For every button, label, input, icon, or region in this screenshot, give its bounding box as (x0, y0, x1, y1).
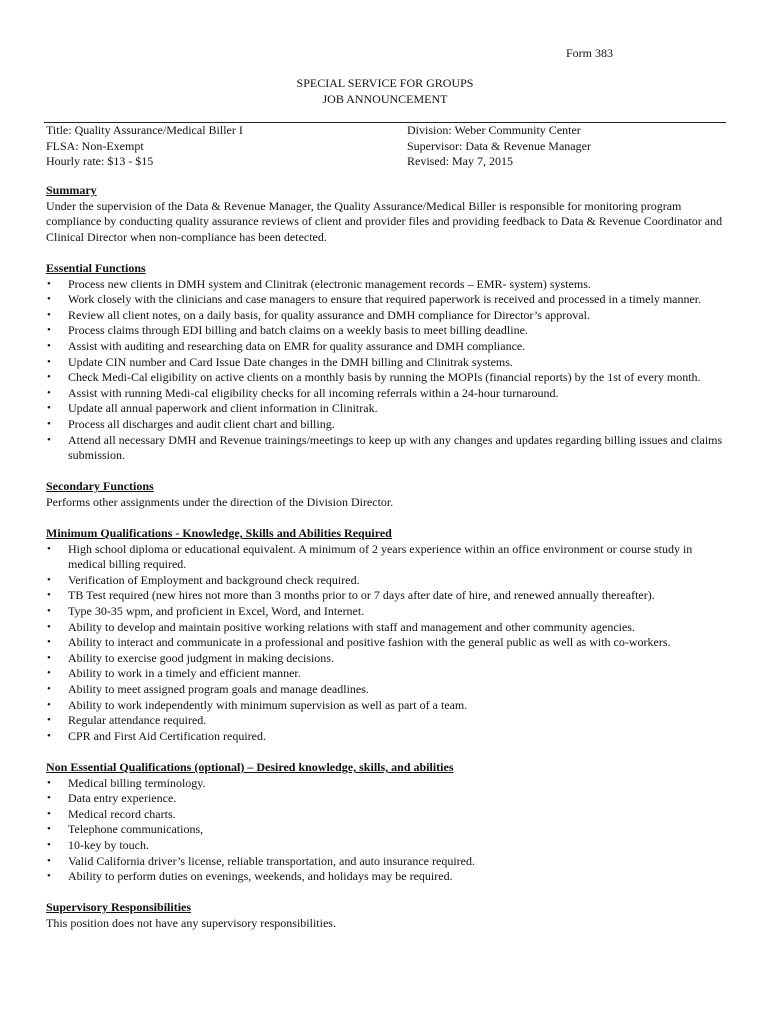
section-spacer (46, 464, 726, 480)
bullet-icon: • (47, 807, 51, 820)
list-item (46, 729, 726, 745)
non-essential-qualifications-list (46, 776, 726, 885)
bullet-icon: • (47, 854, 51, 867)
bullet-icon: • (47, 729, 51, 742)
list-item (46, 698, 726, 714)
list-item (46, 355, 726, 371)
bullet-icon: • (47, 838, 51, 851)
supervisory-responsibilities-section (46, 900, 726, 931)
job-info-left (46, 123, 243, 170)
flsa-status: FLSA: Non-Exempt (46, 138, 144, 153)
list-item-text: Ability to perform duties on evenings, weekends, and holidays may be required. (68, 869, 453, 884)
bullet-icon: • (47, 620, 51, 633)
list-item (46, 542, 726, 573)
list-item-text: Process new clients in DMH system and Clinitrak (electronic management records – EMR- system) systems. (68, 276, 591, 291)
list-item (46, 807, 726, 823)
list-item-text: Valid California driver’s license, reliable transportation, and auto insurance required. (68, 853, 475, 868)
minimum-qualifications-title: Minimum Qualifications - Knowledge, Skills and Abilities Required (46, 526, 392, 541)
section-spacer (46, 744, 726, 760)
essential-functions-list (46, 277, 726, 464)
list-item-text: Telephone communications, (68, 822, 204, 837)
list-item-text: Work closely with the clinicians and case managers to ensure that required paperwork is received and processed in a timely manner. (68, 292, 702, 307)
division: Division: Weber Community Center (407, 123, 581, 137)
list-item-text: Ability to exercise good judgment in making decisions. (68, 650, 334, 665)
list-item-text: Ability to interact and communicate in a professional and positive fashion with the general public as well as with co-workers. (68, 635, 671, 650)
section-spacer (46, 245, 726, 261)
hourly-rate: Hourly rate: $13 - $15 (46, 154, 154, 169)
list-item-text: Medical record charts. (68, 806, 176, 821)
list-item-text: Update all annual paperwork and client information in Clinitrak. (68, 401, 378, 416)
section-spacer (46, 510, 726, 526)
bullet-icon: • (47, 667, 51, 680)
bullet-icon: • (47, 683, 51, 695)
job-info-right (407, 123, 591, 170)
list-item (46, 386, 726, 402)
list-item (46, 651, 726, 667)
essential-functions-title: Essential Functions (46, 260, 146, 275)
list-item (46, 323, 726, 339)
minimum-qualifications-section (46, 526, 726, 744)
list-item-text: Ability to work in a timely and efficient manner. (68, 666, 301, 681)
bullet-icon: • (47, 573, 51, 586)
list-item (46, 682, 726, 698)
list-item-text: Regular attendance required. (68, 713, 207, 728)
list-item-text: CPR and First Aid Certification required. (68, 728, 266, 743)
bullet-icon: • (47, 792, 51, 805)
list-item (46, 620, 726, 636)
bullet-icon: • (47, 433, 51, 446)
list-item (46, 604, 726, 620)
list-item (46, 822, 726, 838)
list-item-text: Ability to work independently with minimum supervision as well as part of a team. (68, 697, 468, 712)
non-essential-qualifications-title: Non Essential Qualifications (optional) – Desired knowledge, skills, and abilities (46, 759, 454, 774)
list-item-text: Data entry experience. (68, 791, 177, 806)
secondary-functions-text: Performs other assignments under the direction of the Division Director. (46, 494, 394, 509)
announcement-body (46, 183, 726, 932)
bullet-icon: • (47, 651, 51, 664)
bullet-icon: • (47, 870, 51, 883)
list-item (46, 433, 726, 464)
list-item (46, 370, 726, 386)
list-item (46, 776, 726, 792)
list-item-text: High school diploma or educational equivalent. A minimum of 2 years experience within an office environment or course study in medical billing required. (68, 541, 693, 572)
list-item (46, 292, 726, 308)
bullet-icon: • (47, 417, 51, 430)
summary-section (46, 183, 726, 245)
bullet-icon: • (47, 589, 51, 602)
bullet-icon: • (47, 605, 51, 618)
list-item-text: Update CIN number and Card Issue Date changes in the DMH billing and Clinitrak systems. (68, 354, 513, 369)
list-item-text: Attend all necessary DMH and Revenue trainings/meetings to keep up with any changes and updates regarding billing issues and claims submission. (68, 432, 723, 463)
list-item (46, 339, 726, 355)
job-title: Title: Quality Assurance/Medical Biller I (46, 123, 243, 137)
minimum-qualifications-list (46, 542, 726, 745)
list-item (46, 588, 726, 604)
essential-functions-section (46, 261, 726, 464)
list-item-text: Review all client notes, on a daily basis, for quality assurance and DMH compliance for Director’s approval. (68, 307, 590, 322)
bullet-icon: • (47, 324, 51, 337)
list-item (46, 417, 726, 433)
list-item (46, 869, 726, 885)
summary-title: Summary (46, 183, 97, 197)
list-item-text: 10-key by touch. (68, 837, 149, 852)
bullet-icon: • (47, 698, 51, 711)
bullet-icon: • (47, 823, 51, 836)
list-item (46, 854, 726, 870)
secondary-functions-section (46, 479, 726, 510)
list-item (46, 308, 726, 324)
list-item (46, 666, 726, 682)
form-number: Form 383 (566, 46, 614, 60)
list-item (46, 277, 726, 293)
bullet-icon: • (47, 339, 51, 352)
list-item-text: Process all discharges and audit client chart and billing. (68, 416, 335, 431)
list-item (46, 573, 726, 589)
list-item-text: Ability to meet assigned program goals and manage deadlines. (68, 682, 369, 696)
bullet-icon: • (47, 355, 51, 368)
bullet-icon: • (47, 776, 51, 789)
list-item (46, 635, 726, 651)
bullet-icon: • (47, 542, 51, 555)
non-essential-qualifications-section (46, 760, 726, 885)
summary-text: Under the supervision of the Data & Revenue Manager, the Quality Assurance/Medical Biller is responsible for monitoring program compliance by conducting quality assurance reviews of client and provider files and providing feedback to Data & Revenue Coordinator and Clinical Director when non-compliance has been detected. (46, 198, 723, 244)
list-item-text: Medical billing terminology. (68, 775, 206, 790)
revised-date: Revised: May 7, 2015 (407, 154, 513, 169)
organization-heading: SPECIAL SERVICE FOR GROUPS (296, 76, 474, 90)
list-item-text: Assist with auditing and researching data on EMR for quality assurance and DMH compliance. (68, 338, 526, 353)
bullet-icon: • (47, 308, 51, 321)
list-item (46, 791, 726, 807)
list-item-text: Verification of Employment and background check required. (68, 572, 360, 587)
bullet-icon: • (47, 714, 51, 727)
list-item (46, 401, 726, 417)
supervisor: Supervisor: Data & Revenue Manager (407, 138, 591, 153)
supervisory-responsibilities-title: Supervisory Responsibilities (46, 900, 192, 915)
bullet-icon: • (47, 386, 51, 399)
bullet-icon: • (47, 277, 51, 290)
bullet-icon: • (47, 402, 51, 415)
list-item-text: Check Medi-Cal eligibility on active clients on a monthly basis by running the MOPIs (financial reports) by the 1st of every month. (68, 370, 701, 385)
secondary-functions-title: Secondary Functions (46, 479, 154, 494)
list-item (46, 713, 726, 729)
document-heading: JOB ANNOUNCEMENT (322, 92, 448, 106)
bullet-icon: • (47, 371, 51, 384)
bullet-icon: • (47, 636, 51, 649)
list-item-text: TB Test required (new hires not more than 3 months prior to or 7 days after date of hire, and renewed annually thereafter). (68, 588, 655, 603)
list-item (46, 838, 726, 854)
list-item-text: Process claims through EDI billing and batch claims on a weekly basis to meet billing deadline. (68, 323, 528, 338)
list-item-text: Ability to develop and maintain positive working relations with staff and management and other community agencies. (68, 619, 635, 634)
list-item-text: Type 30-35 wpm, and proficient in Excel, Word, and Internet. (68, 604, 365, 619)
section-spacer (46, 885, 726, 901)
bullet-icon: • (47, 293, 51, 306)
list-item-text: Assist with running Medi-cal eligibility checks for all incoming referrals within a 24-hour turnaround. (68, 385, 559, 400)
supervisory-responsibilities-text: This position does not have any supervisory responsibilities. (46, 915, 336, 930)
